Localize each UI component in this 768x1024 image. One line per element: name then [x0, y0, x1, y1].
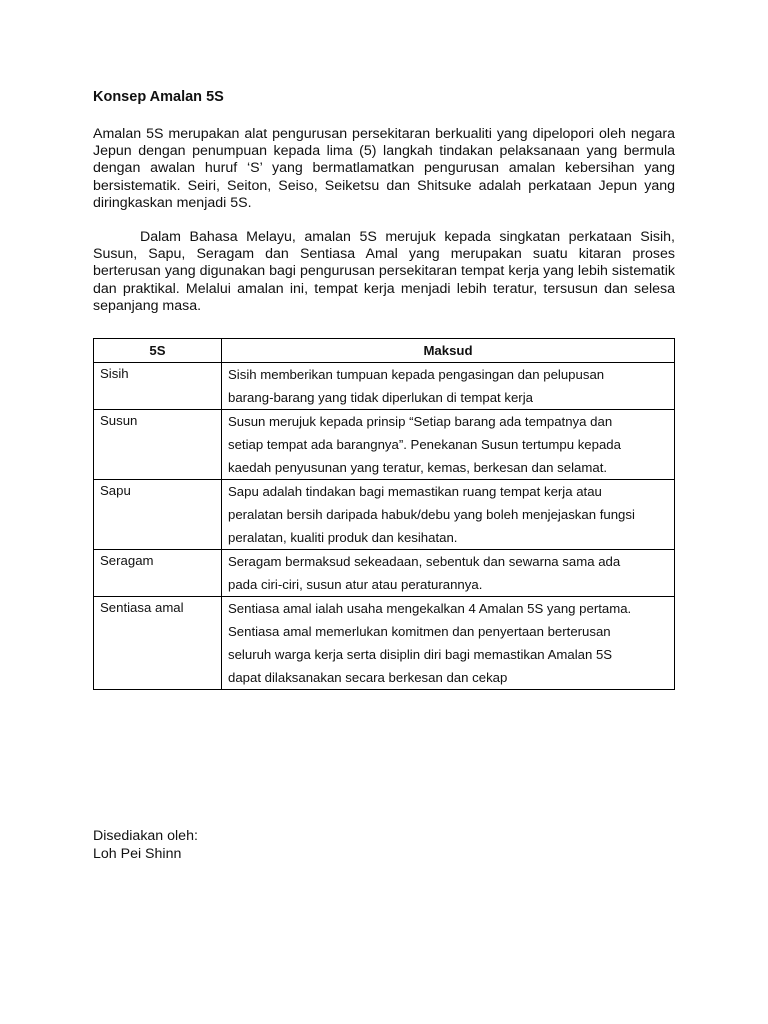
desc-line: barang-barang yang tidak diperlukan di tempat kerja — [228, 390, 533, 405]
row-name-sapu: Sapu — [94, 480, 222, 550]
desc-line: peralatan, kualiti produk dan kesihatan. — [228, 530, 458, 545]
table-row — [94, 550, 675, 597]
row-desc-susun — [222, 410, 675, 480]
5s-table — [93, 338, 675, 690]
row-name-seragam: Seragam — [94, 550, 222, 597]
row-name-sisih: Sisih — [94, 363, 222, 410]
row-desc-sentiasa-amal — [222, 597, 675, 690]
desc-line: Susun merujuk kepada prinsip “Setiap barang ada tempatnya dan — [228, 414, 613, 429]
desc-line: kaedah penyusunan yang teratur, kemas, berkesan dan selamat. — [228, 460, 608, 475]
desc-line: seluruh warga kerja serta disiplin diri bagi memastikan Amalan 5S — [228, 647, 613, 662]
row-name-susun: Susun — [94, 410, 222, 480]
desc-line: setiap tempat ada barangnya”. Penekanan Susun tertumpu kepada — [228, 437, 621, 452]
desc-line: pada ciri-ciri, susun atur atau peraturannya. — [228, 577, 483, 592]
table-row — [94, 363, 675, 410]
desc-line: Seragam bermaksud sekeadaan, sebentuk dan sewarna sama ada — [228, 554, 621, 569]
desc-line: peralatan bersih daripada habuk/debu yang boleh menjejaskan fungsi — [228, 507, 635, 522]
prepared-by-label: Disediakan oleh: — [93, 828, 198, 844]
desc-line: Sentiasa amal memerlukan komitmen dan penyertaan berterusan — [228, 624, 611, 639]
desc-line: Sentiasa amal ialah usaha mengekalkan 4 Amalan 5S yang pertama. — [228, 601, 632, 616]
table-row — [94, 597, 675, 690]
author-name: Loh Pei Shinn — [93, 846, 182, 862]
desc-line: dapat dilaksanakan secara berkesan dan cekap — [228, 670, 508, 685]
header-5s: 5S — [94, 339, 222, 363]
row-desc-seragam — [222, 550, 675, 597]
desc-line: Sapu adalah tindakan bagi memastikan ruang tempat kerja atau — [228, 484, 602, 499]
desc-line: Sisih memberikan tumpuan kepada pengasingan dan pelupusan — [228, 367, 605, 382]
row-desc-sapu — [222, 480, 675, 550]
intro-paragraph: Amalan 5S merupakan alat pengurusan persekitaran berkualiti yang dipelopori oleh negara Jepun dengan penumpuan kepada lima (5) langkah tindakan pelaksanaan yang bermula dengan awalan huruf ‘S’ yang bermatlamatkan pengurusan amalan kebersihan yang bersistematik. Seiri, Seiton, Seiso, Seiketsu dan Shitsuke adalah perkataan Jepun yang diringkaskan menjadi 5S. — [93, 126, 675, 211]
malay-paragraph: Dalam Bahasa Melayu, amalan 5S merujuk kepada singkatan perkataan Sisih, Susun, Sapu, Seragam dan Sentiasa Amal yang merupakan suatu kitaran proses berterusan yang digunakan bagi pengurusan persekitaran tempat kerja yang lebih sistematik dan praktikal. Melalui amalan ini, tempat kerja menjadi lebih teratur, tersusun dan selesa sepanjang masa. — [93, 229, 675, 314]
footer — [93, 827, 198, 863]
table-row — [94, 410, 675, 480]
row-desc-sisih — [222, 363, 675, 410]
table-row — [94, 480, 675, 550]
document-title: Konsep Amalan 5S — [93, 89, 224, 105]
document-body — [93, 88, 675, 315]
header-maksud: Maksud — [222, 339, 675, 363]
row-name-sentiasa-amal: Sentiasa amal — [94, 597, 222, 690]
table-header-row — [94, 339, 675, 363]
